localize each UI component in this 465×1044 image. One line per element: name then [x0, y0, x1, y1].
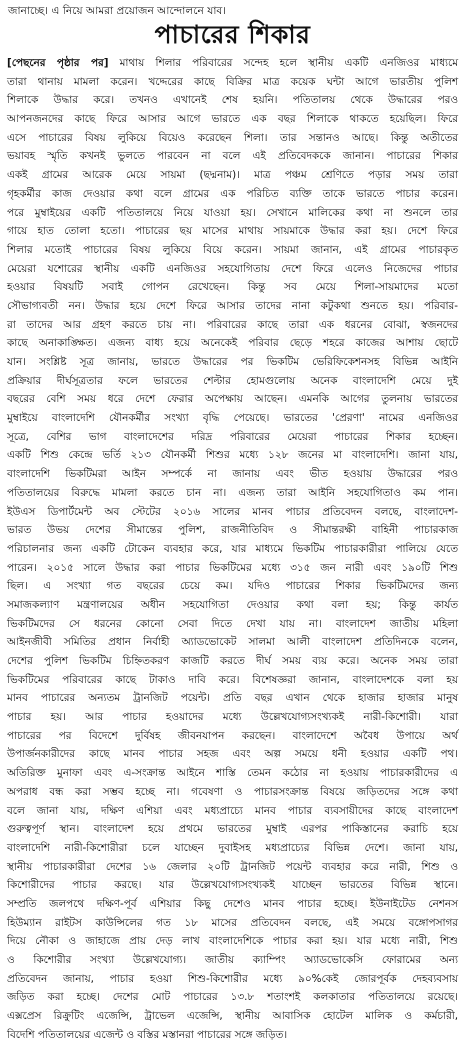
article-line: সূত্রে, বেশির ভাগ বাংলাদেশের দরিদ্র পরিবারের মেয়েরা পাচারের শিকার হচ্ছেন।: [7, 430, 458, 443]
article-line: শিলার মতোই পাচারের বিষয় লুকিয়ে বিয়ে করেন। সায়মা জানান, এই গ্রামের পাচারকৃত: [7, 243, 458, 256]
continuation-tag: [পেছনের পৃষ্ঠার পর]: [7, 57, 109, 69]
article-line: ভারত উভয় দেশের সীমান্তের পুলিশ, রাজনীতিবিদ ও সীমান্তরক্ষী বাহিনী পাচারকাজ: [7, 524, 458, 537]
article-line: ভয়াবহ স্মৃতি কখনই ভুলতে পারবেন না বলে এই প্রতিবেদককে জানান। পাচারের শিকার: [7, 150, 458, 163]
article-line: সম্প্রতি জলপথে দক্ষিণ-পূর্ব এশিয়ার কিছু দেশেও মানব পাচার হচ্ছে। ইউনাইটেড নেশনস: [7, 897, 458, 910]
article-line: আইনজীবী সমিতির প্রধান নির্বাহী অ্যাডভোকেট সালমা আলী বাংলাদেশ প্রতিদিনকে বলেন,: [7, 636, 458, 649]
article-line: অতিরিক্ত মুনাফা এবং এ-সংক্রান্ত আইনে শাস্তি তেমন কঠোর না হওয়ায় পাচারকারীদের এ: [7, 767, 458, 780]
article-line: পাচারের পর বিদেশে দুর্বিষহ জীবনযাপন করছেন। বাংলাদেশে অবৈধ উপায়ে অর্থ: [7, 729, 458, 742]
article-line: পারেন। ২০১৫ সালে উদ্ধার করা পাচার ভিকটিমের মধ্যে ৩১৫ জন নারী এবং ১৯০টি শিশু: [7, 561, 458, 574]
article-line: কাছে অনাকাঙ্ক্ষিত। এজন্য বাধ্য হয়ে অনেকেই পরিবার ছেড়ে শহরে কাজের আশায় ছোটে: [7, 337, 458, 350]
article-line: সৌভাগ্যবতী নন। উদ্ধার হয়ে দেশে ফিরে আসার তাদের নানা কটুকথা শুনতে হয়। পরিবার-: [7, 299, 458, 312]
article-line: স্থানীয় পাচারকারীরা দেশের ১৬ জেলার ২০টি ট্রানজিট পয়েন্ট ব্যবহার করে নারী, শিশু ও: [7, 860, 458, 873]
article-line: ইউএস ডিপার্টমেন্ট অব স্টেটের ২০১৬ সালের মানব পাচার প্রতিবেদন বলছে, বাংলাদেশ-: [7, 505, 458, 518]
article-line: সমাজকল্যাণ মন্ত্রণালয়ের অধীন সহযোগিতা দেওয়ার কথা বলা হয়; কিন্তু কার্যত: [7, 598, 458, 611]
article-line: পরিচালনার জন্য একটি টোকেন ব্যবহার করে, যার মাধ্যমে ভিকটিম পাচারকারীরা পালিয়ে যেতে: [7, 542, 458, 555]
article-headline: পাচারের শিকার: [154, 20, 311, 49]
article-line: মানব পাচারের অন্যতম ট্রানজিট পয়েন্ট। প্রতি বছর এখান থেকে হাজার হাজার মানুষ: [7, 692, 458, 705]
article-line: বলে জানা যায়, দক্ষিণ এশিয়া এবং মধ্যপ্রাচ্যে মানব পাচার ব্যবসায়ীদের কাছে বাংলাদেশ: [7, 804, 458, 817]
article-line: রা তাদের আর গ্রহণ করতে চায় না। পরিবারের কাছে তারা এক ধরনের বোঝা, স্বজনদের: [7, 318, 458, 331]
article-line: বিদেশি পতিতালয়ের এজেন্ট ও বস্তির মস্তানরা পাচারের সঙ্গে জড়িত।: [7, 1028, 288, 1041]
article-line: পতিতালয়ের বিরুদ্ধে মামলা করতে চান না। এজন্য তারা আইনি সহযোগিতাও কম পান।: [7, 486, 458, 499]
article-line: ভিকটিমের পরিবারের কাছে টাকাও দাবি করে। বিশেষজ্ঞরা জানান, বাংলাদেশকে বলা হয়: [7, 673, 458, 686]
article-line: এসে পাচারের বিষয় লুকিয়ে বিয়েও করেছেন শিলা। তার সন্তানও আছে। কিন্তু অতীতের: [7, 131, 458, 144]
article-line: জড়িত করা হচ্ছে। দেশের মোট পাচারের ১৩.৮ শতাংশই কলকাতার পতিতালয়ে রয়েছে।: [7, 991, 458, 1004]
article-line: প্রক্রিয়ার দীর্ঘসূত্রতার ফলে ভারতের শেল্টার হোমগুলোয় অনেক বাংলাদেশি মেয়ে দুই: [7, 374, 458, 387]
article-line: তারা থানায় মামলা করেন। খদ্দেরের কাছে বিক্রির মাত্র কয়েক ঘন্টা আগে ভারতীয় পুলিশ: [7, 75, 458, 88]
article-line: একটি শিশু কেন্দ্রে ভর্তি ২১৩ যৌনকর্মী শিশুর মধ্যে ১২৮ জনের মা বাংলাদেশি। জানা যায়,: [7, 449, 458, 462]
article-body: [7, 54, 458, 1041]
article-line: [7, 54, 458, 73]
article-line: হিউম্যান রাইটস কাউন্সিলের গত ১৮ মাসের প্রতিবেদন বলছে, এই সময়ে বঙ্গোপসাগর: [7, 916, 458, 929]
article-line: শিলাকে উদ্ধার করে। তখনও এখানেই শেষ হয়নি। পতিতালয় থেকে উদ্ধারের পরও: [7, 94, 458, 107]
article-line: মুম্বাইয়ে বাংলাদেশি যৌনকর্মীর সংখ্যা বৃদ্ধি পেয়েছে। ভারতের 'প্রেরণা' নামের এনজিওর: [7, 412, 458, 425]
article-line: হওয়ার বিষয়টি সবাই গোপন রেখেছেন। কিন্তু সব মেয়ে শিলা-সায়মাদের মতো: [7, 281, 458, 294]
article-line: বছরের বেশি সময় ধরে দেশে ফেরার অপেক্ষায় আছেন। এমনকি আগের তুলনায় ভারতের: [7, 393, 458, 406]
article-line: উপার্জনকারীদের কাছে মানব পাচার সহজ এবং অল্প সময়ে ধনী হওয়ার একটি পথ।: [7, 748, 458, 761]
article-line: এক্সপ্রেস রিক্রুটিং এজেন্সি, ট্রাভেল এজেন্সি, স্থানীয় আবাসিক হোটেল মালিক ও কর্মচারী,: [7, 1010, 458, 1023]
article-line: প্রতিবেদন জানায়, পাচার হওয়া শিশু-কিশোরীর মধ্যে ৯০%কেই জোরপূর্বক দেহব্যবসায়: [7, 972, 458, 985]
article-line: ভিকটিমদের সে ধরনের কোনো সেবা দিতে দেখা যায় না। বাংলাদেশ জাতীয় মহিলা: [7, 617, 458, 630]
article-line: দিয়ে নৌকা ও জাহাজে প্রায় দেড় লাখ বাংলাদেশিকে পাচার করা হয়। যার মধ্যে নারী, শিশু: [7, 935, 458, 948]
article-line: ছিল। এ সংখ্যা গত বছরের চেয়ে কম। যদিও পাচারের শিকার ভিকটিমদের জন্য: [7, 580, 458, 593]
article-line: গায়ে হাত তোলা হতো। পাচারের ছয় মাসের মাথায় সায়মাকে উদ্ধার করা হয়। দেশে ফিরে: [7, 225, 458, 238]
article-line: পাচার হয়। আর পাচার হওয়াদের মধ্যে উল্লেখযোগ্যসংখ্যকই নারী-কিশোরী। যারা: [7, 711, 458, 724]
article-line: বাংলাদেশি ভিকটিমরা আইন সম্পর্কে না জানায় এবং ভীত হওয়ায় উদ্ধারের পরও: [7, 468, 458, 481]
article-line-text: মাথায় শিলার পরিবারের সন্দেহ হলে স্থানীয় একটি এনজিওর মাধ্যমে: [119, 57, 458, 69]
article-line: গুরুত্বপূর্ণ স্থান। বাংলাদেশ হয়ে প্রথমে ভারতের মুম্বাই এরপর পাকিস্তানের করাচি হয়ে: [7, 823, 458, 836]
article-line: আপনজনদের কাছে ফিরে আসার আগে ভারতে এক বছর শিলাকে থাকতে হয়েছিল। ফিরে: [7, 113, 458, 126]
article-line: কিশোরীদের পাচার করছে। যার উল্লেখযোগ্যসংখ্যকই যাচ্ছেন ভারতের বিভিন্ন স্থানে।: [7, 879, 458, 892]
article-line: অপরাধ বন্ধ করা সম্ভব হচ্ছে না। গবেষণা ও পাচারসংক্রান্ত বিষয়ে জড়িতদের সঙ্গে কথা: [7, 785, 458, 798]
previous-article-tail: জানাচ্ছে। এ নিয়ে আমরা প্রয়োজন আন্দোলনে যাব।: [8, 5, 227, 17]
article-line: পরে মুম্বাইয়ের একটি পতিতালয়ে নিয়ে যাওয়া হয়। সেখানে মালিকের কথা না শুনলে তার: [7, 206, 458, 219]
article-line: ও কিশোরীর সংখ্যা উল্লেখযোগ্য। জাতীয় ক্যাম্পিং অ্যাডভোকেসি ফোরামের অন্য: [7, 954, 458, 966]
article-line: একই গ্রামের আরেক মেয়ে সায়মা (ছদ্মনাম)। মাত্র পঞ্চম শ্রেণিতে পড়ার সময় তারা: [7, 169, 458, 182]
article-line: দেশের পুলিশ ভিকটিম চিহ্নিতকরণ কাজটি করতে দীর্ঘ সময় ব্যয় করে। অনেক সময় তারা: [7, 655, 458, 667]
article-line: মেয়েরা যশোরের স্থানীয় একটি এনজিওর সহযোগিতায় দেশে ফিরে এলেও নিজেদের পাচার: [7, 262, 458, 275]
article-line: বাংলাদেশি নারী-কিশোরীরা চলে যাচ্ছেন দুবাইসহ মধ্যপ্রাচ্যের বিভিন্ন দেশে। জানা যায়,: [7, 841, 458, 854]
article-line: গৃহকর্মীর কাজ দেওয়ার কথা বলে গ্রামের এক পরিচিত ব্যক্তি তাকে ভারতে পাচার করেন।: [7, 187, 458, 200]
article-line: যান। সংশ্লিষ্ট সূত্র জানায়, ভারতে উদ্ধারের পর ভিকটিম ভেরিফিকেশনসহ বিভিন্ন আইনি: [7, 356, 458, 368]
